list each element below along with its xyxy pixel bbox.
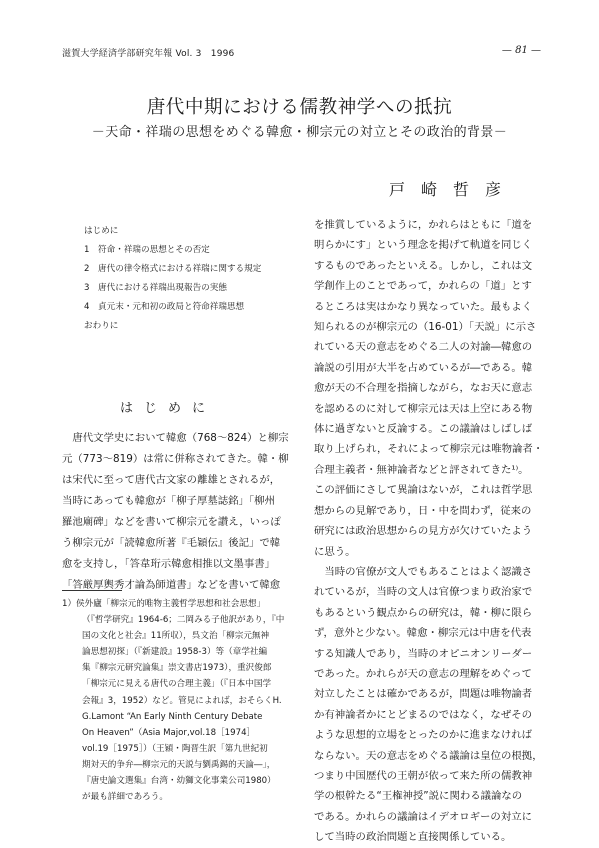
page-number: — 81 —	[501, 45, 541, 56]
footnote-line: 「柳宗元に見える唐代の合理主義」（『日本中国学	[82, 679, 272, 690]
text-line: 当時にあっても韓愈が「柳子厚墓誌銘」「柳州	[62, 495, 275, 507]
text-line: もあるという観点からの研究は，韓・柳に限ら	[314, 606, 533, 619]
text-line: であった。かれらが天の意志の理解をめぐって	[314, 667, 532, 680]
toc-item: はじめに	[84, 226, 119, 236]
text-line: 羅池廟碑」などを書いて柳宗元を讃え，いっぽ	[62, 516, 281, 528]
text-line: 唐代文学史において韓愈（768～824）と柳宗	[62, 432, 289, 444]
text-line: する知識人であり，当時のオピニオンリーダー	[314, 647, 533, 660]
footnote	[62, 596, 302, 805]
text-line: 論説の引用が大半を占めているが―である。韓	[314, 361, 533, 374]
text-line: 「答厳厚輿秀才論為師道書」などを書いて韓愈	[62, 579, 281, 591]
text-line: を認めるのに対して柳宗元は天は上空にある物	[314, 402, 533, 415]
table-of-contents	[84, 222, 261, 336]
text-line: か有神論者かにとどまるのではなく，なぜその	[314, 708, 532, 721]
footnote-line: vol.19［1975］）（王穎・陶晋生訳「第九世紀初	[82, 743, 268, 754]
text-line: 明らかにす」という理念を掲げて軌道を同じく	[314, 239, 533, 252]
text-line: れている天の意志をめぐる二人の対論―韓愈の	[314, 341, 533, 354]
text-line: 愈を支持し，「答韋珩示韓愈相推以文墨事書」	[62, 558, 276, 570]
paper-title: 唐代中期における儒教神学への抵抗	[146, 97, 453, 118]
text-line: 合理主義者・無神論者などと評されてきた¹⁾。	[314, 463, 529, 476]
text-line: るところは実はかなり異なっていた。最もよく	[314, 300, 533, 313]
text-line: である。かれらの議論はイデオロギーの対立に	[314, 810, 532, 823]
text-line: つまり中国歴代の王朝が依って来た所の儒教神	[314, 769, 533, 782]
text-line: 対立したことは確かであるが，問題は唯物論者	[314, 688, 533, 701]
paper-subtitle: －天命・祥瑞の思想をめぐる韓愈・柳宗元の対立とその政治的背景－	[91, 125, 508, 140]
text-line: に思う。	[314, 545, 356, 558]
text-line: う柳宗元が「読韓愈所著『毛穎伝』後記」で韓	[62, 537, 281, 549]
text-line: 想からの見解であり，日・中を問わず，従来の	[314, 504, 532, 517]
text-line: は宋代に至って唐代古文家の離雄とされるが，	[62, 474, 281, 486]
text-line: 知られるのが柳宗元の（16-01）「天説」に示さ	[314, 321, 537, 334]
section-heading: はじめに	[120, 401, 217, 416]
footnote-line: On Heaven”（Asia Major,vol.18［1974］	[82, 727, 256, 738]
text-line: するものであったといえる。しかし，これは文	[314, 259, 533, 272]
footnote-line: 会報』3，1952）など。管見によれば，おそらくH.	[82, 695, 282, 706]
text-line: ような思想的立場をとったのかに進まなければ	[314, 729, 532, 742]
footnote-line: 論思想初探」（『新建設』1958-3）等（章学社編	[82, 647, 268, 658]
footnote-line: 国の文化と社会』11所収），呉文治「柳宗元無神	[82, 631, 270, 642]
text-line: れているが，当時の文人は官僚つまり政治家で	[314, 586, 533, 599]
text-line: 体に過ぎないと反論する。この議論はしばしば	[314, 423, 533, 436]
toc-item: 3 唐代における祥瑞出現報告の実態	[84, 283, 227, 293]
footnote-line: 集『柳宗元研究論集』崇文書店1973），重沢俊郎	[82, 663, 272, 674]
text-line: この評価にさして異論はないが，これは哲学思	[314, 484, 533, 497]
footnote-line: 期対天的争弁―柳宗元的天説与劉禹錫的天論―」，	[82, 759, 276, 770]
footnote-line: 1）侯外廬「柳宗元的唯物主義哲学思想和社会思想」	[62, 599, 266, 609]
text-line: して当時の政治問題と直接関係している。	[314, 831, 512, 844]
text-line: 学の根幹たる“王権神授”説に関わる議論なの	[314, 790, 523, 803]
text-line: 取り上げられ，それによって柳宗元は唯物論者・	[314, 443, 544, 456]
body-text-left-column	[62, 428, 298, 596]
text-line: ず，意外と少ない。韓愈・柳宗元は中唐を代表	[314, 627, 532, 640]
text-line: を推賞しているように，かれらはともに「道を	[314, 219, 533, 231]
text-line: 元（773～819）は常に併称されてきた。韓・柳	[62, 453, 289, 465]
body-text-right-column	[314, 215, 550, 848]
text-line: ならない。天の意志をめぐる議論は皇位の根拠，	[314, 749, 543, 762]
toc-item: 1 符命・祥瑞の思想とその否定	[84, 245, 210, 255]
author-name: 戸崎哲彦	[388, 180, 517, 199]
text-line: 研究には政治思想からの見方が欠けていたよう	[314, 525, 533, 538]
footnote-line: （『哲学研究』1964-6；二岡みる子他訳があり，『中	[82, 615, 285, 626]
text-line: 当時の官僚が文人でもあることはよく認識さ	[314, 565, 533, 578]
toc-item: 4 貞元末・元和初の政局と符命祥瑞思想	[84, 302, 245, 312]
footnote-divider	[62, 590, 122, 591]
text-line: 愈が天の不合理を指摘しながら，なお天に意志	[314, 382, 533, 395]
toc-item: 2 唐代の律令格式における祥瑞に関する規定	[84, 264, 262, 274]
toc-item: おわりに	[84, 321, 119, 331]
footnote-line: が最も詳細であろう。	[82, 792, 168, 803]
journal-header: 滋賀大学経済学部研究年報 Vol. 3 1996	[62, 49, 235, 59]
text-line: 学創作上のことであって，かれらの「道」とす	[314, 280, 532, 293]
footnote-line: 『唐史論文選集』台湾・幼獅文化事業公司1980）	[82, 776, 276, 787]
footnote-line: G.Lamont “An Early Ninth Century Debate	[82, 711, 263, 722]
